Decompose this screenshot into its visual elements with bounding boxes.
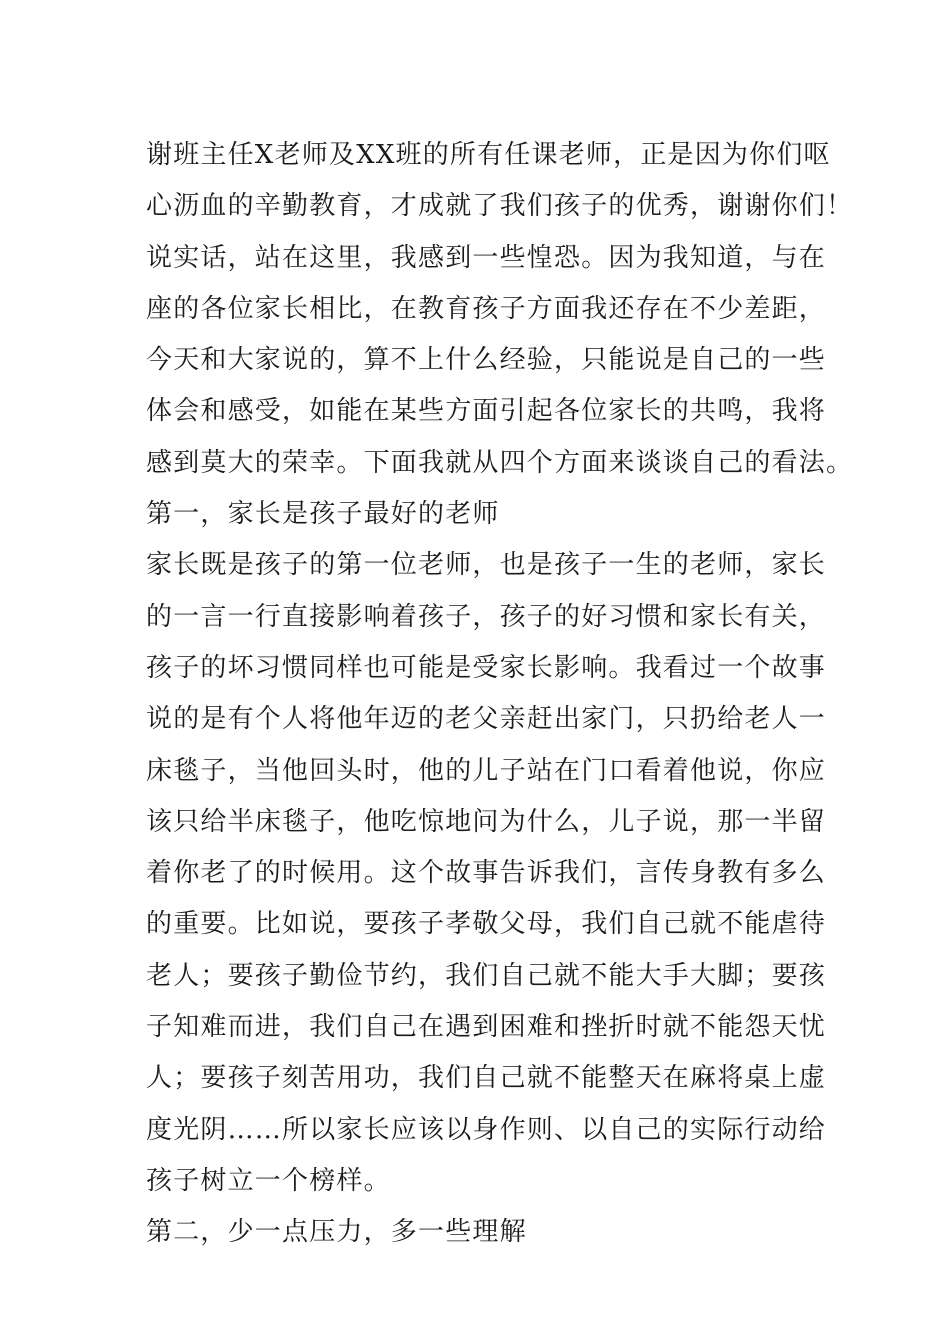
- text-line: 说实话，站在这里，我感到一些惶恐。因为我知道，与在: [146, 242, 827, 273]
- section-heading-2: 第二，少一点压力，多一些理解: [146, 1217, 527, 1248]
- section-heading-1: 第一，家长是孩子最好的老师: [146, 499, 500, 530]
- text-line: 孩子树立一个榜样。: [146, 1165, 391, 1196]
- document-body: [146, 130, 854, 1259]
- text-line: 体会和感受，如能在某些方面引起各位家长的共鸣，我将: [146, 396, 827, 427]
- text-line: 家长既是孩子的第一位老师，也是孩子一生的老师，家长: [146, 550, 827, 581]
- text-line: 人；要孩子刻苦用功，我们自己就不能整天在麻将桌上虚: [146, 1063, 827, 1094]
- text-line: 的一言一行直接影响着孩子，孩子的好习惯和家长有关，: [146, 601, 827, 632]
- text-line: 说的是有个人将他年迈的老父亲赶出家门，只扔给老人一: [146, 704, 827, 735]
- text-line: 子知难而进，我们自己在遇到困难和挫折时就不能怨天忧: [146, 1012, 827, 1043]
- text-line: 的重要。比如说，要孩子孝敬父母，我们自己就不能虐待: [146, 909, 827, 940]
- text-line: 着你老了的时候用。这个故事告诉我们，言传身教有多么: [146, 858, 827, 889]
- text-line: 孩子的坏习惯同样也可能是受家长影响。我看过一个故事: [146, 652, 827, 683]
- text-line: 床毯子，当他回头时，他的儿子站在门口看着他说，你应: [146, 755, 827, 786]
- text-line: 老人；要孩子勤俭节约，我们自己就不能大手大脚；要孩: [146, 960, 827, 991]
- text-line: 心沥血的辛勤教育，才成就了我们孩子的优秀，谢谢你们！: [146, 191, 854, 222]
- text-line: 座的各位家长相比，在教育孩子方面我还存在不少差距，: [146, 293, 827, 324]
- text-line: 度光阴……所以家长应该以身作则、以自己的实际行动给: [146, 1114, 827, 1145]
- text-line: 该只给半床毯子，他吃惊地问为什么，儿子说，那一半留: [146, 806, 827, 837]
- text-line: 今天和大家说的，算不上什么经验，只能说是自己的一些: [146, 345, 827, 376]
- text-line: 谢班主任X老师及XX班的所有任课老师，正是因为你们呕: [146, 140, 831, 170]
- text-line: 感到莫大的荣幸。下面我就从四个方面来谈谈自己的看法。: [146, 447, 854, 478]
